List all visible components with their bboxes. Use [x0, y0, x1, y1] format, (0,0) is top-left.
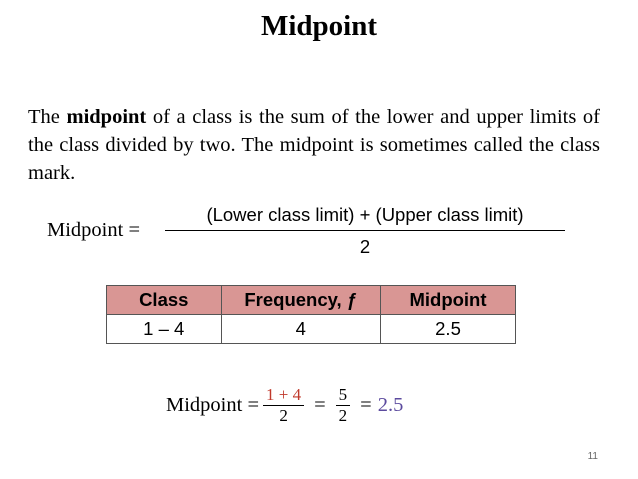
formula-denominator: 2 [359, 236, 371, 257]
example-frac1-numerator: 1 + 4 [263, 385, 304, 406]
example-result: 2.5 [377, 393, 404, 416]
example-frac2-numerator: 5 [336, 385, 351, 406]
example-fraction-1 [263, 385, 304, 426]
formula-numerator: (Lower class limit) + (Upper class limit) [165, 204, 565, 231]
table-row [107, 315, 516, 344]
cell-class: 1 – 4 [107, 315, 222, 344]
example-label: Midpoint = [166, 393, 260, 416]
table-header-row [107, 286, 516, 315]
slide-title: Midpoint [260, 10, 378, 42]
midpoint-table [106, 285, 516, 344]
formula-fraction [165, 204, 565, 258]
example-frac1-denominator: 2 [279, 405, 288, 425]
example-equals-1: = [314, 393, 326, 416]
paragraph-bold-term: midpoint [66, 106, 147, 128]
example-equals-2: = [360, 393, 372, 416]
example-calculation [166, 380, 403, 430]
paragraph-text-2: of a class is the sum of the lower and upper limits of the class divided by two. The midpoint is sometimes called the class mark. [28, 106, 600, 184]
cell-frequency: 4 [221, 315, 381, 344]
cell-midpoint: 2.5 [381, 315, 516, 344]
formula-label: Midpoint = [47, 219, 141, 241]
page-number: 11 [587, 451, 598, 462]
header-class: Class [107, 286, 222, 315]
header-frequency: Frequency, ƒ [221, 286, 381, 315]
example-fraction-2 [336, 385, 351, 426]
definition-paragraph [28, 103, 600, 187]
paragraph-text-1: The [28, 106, 67, 128]
example-frac2-denominator: 2 [338, 405, 348, 425]
header-midpoint: Midpoint [381, 286, 516, 315]
